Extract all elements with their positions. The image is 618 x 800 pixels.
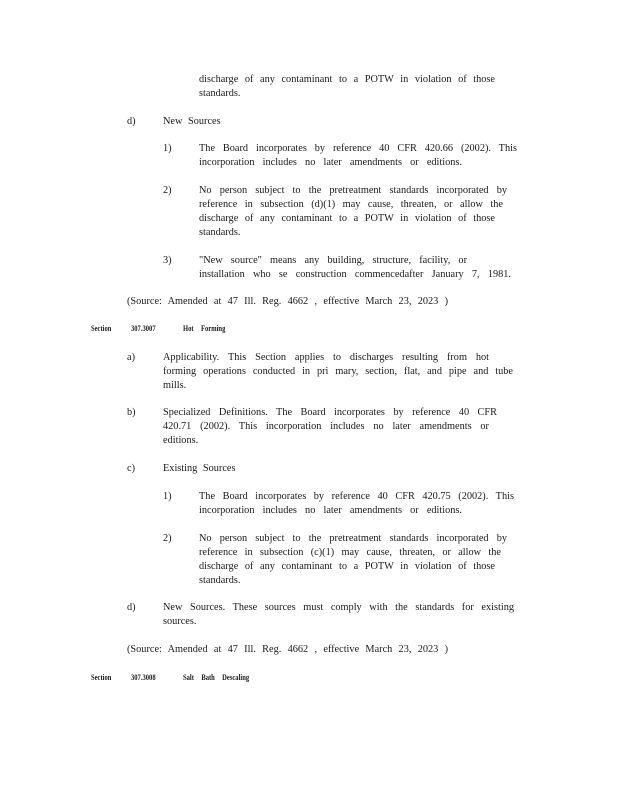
section-label: Section <box>91 673 112 682</box>
source-note: (Source: Amended at 47 Ill. Reg. 4662 , effective March 23, 2023 ) <box>127 296 448 307</box>
paragraph-line: No person subject to the pretreatment standards incorporated by <box>199 533 507 544</box>
section-label: Section <box>91 324 112 333</box>
paragraph-line: sources. <box>163 616 197 627</box>
paragraph-line: discharge of any contaminant to a POTW in violation of those <box>199 561 495 572</box>
paragraph-line: Applicability. This Section applies to discharges resulting from hot <box>163 352 489 363</box>
subsection-label: b) <box>127 407 136 418</box>
paragraph-line: reference in subsection (d)(1) may cause, threaten, or allow the <box>199 199 503 210</box>
paragraph-line: installation who se construction commencedafter January 7, 1981. <box>199 269 511 280</box>
subsection-title: New Sources <box>163 116 221 127</box>
section-number: 307.3008 <box>131 673 156 682</box>
item-label: 1) <box>163 491 172 502</box>
paragraph-line: standards. <box>199 575 241 586</box>
paragraph-line: incorporation includes no later amendments or editions. <box>199 157 462 168</box>
subsection-label: c) <box>127 463 135 474</box>
paragraph-line: standards. <box>199 88 241 99</box>
section-number: 307.3007 <box>131 324 156 333</box>
source-note: (Source: Amended at 47 Ill. Reg. 4662 , effective March 23, 2023 ) <box>127 644 448 655</box>
paragraph-line: discharge of any contaminant to a POTW in violation of those <box>199 74 495 85</box>
item-label: 2) <box>163 533 172 544</box>
section-title: Hot Forming <box>183 324 226 333</box>
paragraph-line: "New source" means any building, structure, facility, or <box>199 255 467 266</box>
paragraph-line: The Board incorporates by reference 40 CFR 420.75 (2002). This <box>199 491 514 502</box>
subsection-label: d) <box>127 116 136 127</box>
paragraph-line: 420.71 (2002). This incorporation includes no later amendments or <box>163 421 489 432</box>
paragraph-line: No person subject to the pretreatment standards incorporated by <box>199 185 507 196</box>
paragraph-line: discharge of any contaminant to a POTW in violation of those <box>199 213 495 224</box>
paragraph-line: The Board incorporates by reference 40 CFR 420.66 (2002). This <box>199 143 517 154</box>
paragraph-line: incorporation includes no later amendments or editions. <box>199 505 462 516</box>
item-label: 2) <box>163 185 172 196</box>
subsection-title: Existing Sources <box>163 463 236 474</box>
section-title: Salt Bath Descaling <box>183 673 250 682</box>
subsection-label: a) <box>127 352 135 363</box>
item-label: 3) <box>163 255 172 266</box>
paragraph-line: editions. <box>163 435 199 446</box>
item-label: 1) <box>163 143 172 154</box>
paragraph-line: mills. <box>163 380 187 391</box>
paragraph-line: New Sources. These sources must comply with the standards for existing <box>163 602 514 613</box>
paragraph-line: Specialized Definitions. The Board incorporates by reference 40 CFR <box>163 407 497 418</box>
paragraph-line: forming operations conducted in pri mary, section, flat, and pipe and tube <box>163 366 513 377</box>
paragraph-line: standards. <box>199 227 241 238</box>
paragraph-line: reference in subsection (c)(1) may cause, threaten, or allow the <box>199 547 501 558</box>
subsection-label: d) <box>127 602 136 613</box>
